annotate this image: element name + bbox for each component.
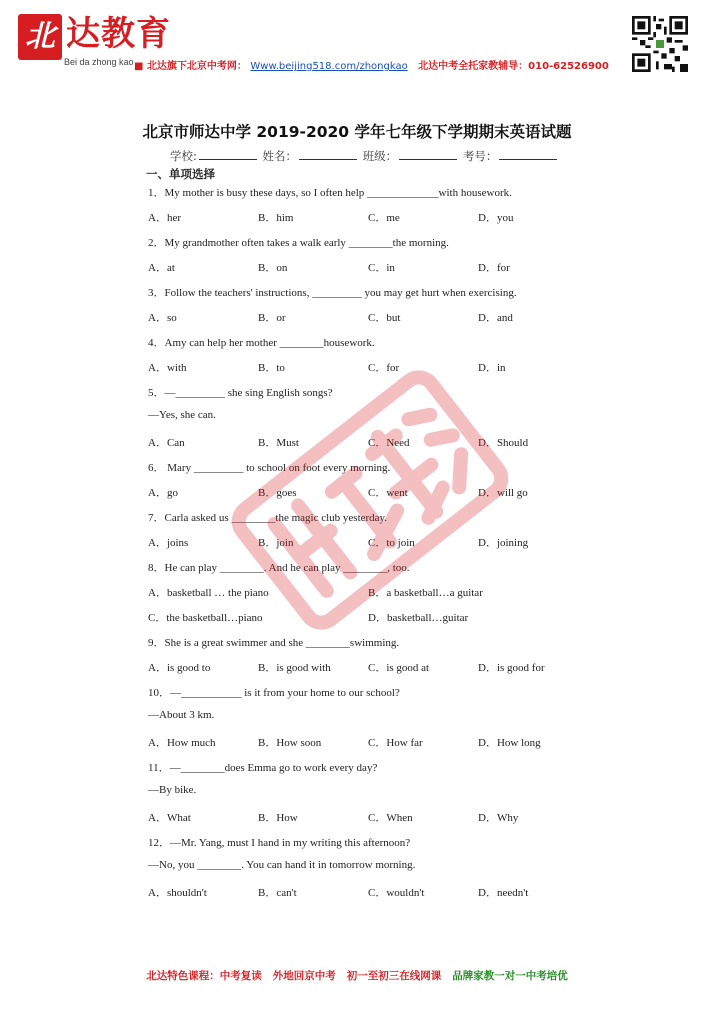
question-10-response: —About 3 km. [148,709,215,721]
footer-part-4: 品牌家教一对一中考培优 [452,970,568,982]
q4-option-c: C．for [368,362,400,374]
q7-option-d: D．joining [478,537,529,549]
q1-option-b: B．him [258,212,294,224]
q6-option-a: A．go [148,487,178,499]
question-11-response: —By bike. [148,784,197,796]
q8-option-d: D．basketball…guitar [368,612,469,624]
q8-option-b: B．a basketball…a guitar [368,587,483,599]
q4-option-b: B．to [258,362,285,374]
q2-option-d: D．for [478,262,510,274]
q1-option-d: D．you [478,212,514,224]
question-10: 10．—___________ is it from your home to our school? [148,687,400,699]
q10-option-d: D．How long [478,737,541,749]
qr-code-icon [632,16,688,72]
tagline-suffix: 北达中考全托家教辅导：010-62526900 [418,61,609,72]
website-link[interactable]: Www.beijing518.com/zhongkao [250,61,408,72]
student-info-line [170,148,559,164]
q2-option-b: B．on [258,262,288,274]
q3-option-b: B．or [258,312,286,324]
q5-option-b: B．Must [258,437,299,449]
question-2: 2．My grandmother often takes a walk early ________the morning. [148,237,449,249]
question-4: 4．Amy can help her mother ________housework. [148,337,375,349]
q12-option-a: A．shouldn't [148,887,207,899]
q4-option-d: D．in [478,362,506,374]
footer-part-3: 初一至初三在线网课 [346,970,442,982]
q9-option-c: C．is good at [368,662,430,674]
logo-seal-char: 北 [25,19,55,54]
logo-seal [18,14,62,60]
q1-option-a: A．her [148,212,181,224]
question-9: 9．She is a great swimmer and she ________swimming. [148,637,400,649]
q10-option-a: A．How much [148,737,216,749]
q7-option-c: C．to join [368,537,415,549]
question-12: 12．—Mr. Yang, must I hand in my writing this afternoon? [148,837,411,849]
school-blank [199,149,257,160]
exam-no-label: 考号： [462,149,498,163]
q10-option-b: B．How soon [258,737,322,749]
q4-option-a: A．with [148,362,187,374]
q6-option-b: B．goes [258,487,297,499]
q2-option-c: C．in [368,262,395,274]
q9-option-d: D．is good for [478,662,545,674]
q3-option-d: D．and [478,312,513,324]
q11-option-c: C．When [368,812,413,824]
tagline-prefix: 北达旗下北京中考网： [146,61,247,72]
name-blank [299,149,357,160]
q5-option-c: C．Need [368,437,410,449]
logo-text: 达教育 [66,14,171,54]
footer-part-2: 外地回京中考 [272,970,336,982]
question-8: 8．He can play ________. And he can play ________, too. [148,562,410,574]
q11-option-d: D．Why [478,812,519,824]
q9-option-a: A．is good to [148,662,211,674]
q8-option-a: A．basketball … the piano [148,587,269,599]
q8-option-c: C．the basketball…piano [148,612,263,624]
question-6: 6． Mary _________ to school on foot every morning. [148,462,391,474]
footer-part-1: 北达特色课程：中考复读 [146,970,262,982]
school-label: 学校: [170,149,197,163]
footer-ad [0,968,714,983]
question-11: 11．—________does Emma go to work every day? [148,762,378,774]
question-3: 3．Follow the teachers' instructions, _________ you may get hurt when exercising. [148,287,517,299]
q6-option-c: C．went [368,487,408,499]
exam-no-blank [499,149,557,160]
page-title: 北京市师达中学 2019-2020 学年七年级下学期期末英语试题 [142,123,572,141]
q7-option-b: B．join [258,537,294,549]
question-1: 1．My mother is busy these days, so I often help _____________with housework. [148,187,512,199]
q3-option-c: C．but [368,312,401,324]
question-5: 5．—_________ she sing English songs? [148,387,333,399]
q2-option-a: A．at [148,262,175,274]
q12-option-b: B．can't [258,887,297,899]
q12-option-c: C．wouldn't [368,887,425,899]
name-label: 姓名： [262,149,298,163]
q7-option-a: A．joins [148,537,189,549]
question-7: 7．Carla asked us ________the magic club yesterday. [148,512,388,524]
q12-option-d: D．needn't [478,887,529,899]
header-tagline [134,57,609,72]
q10-option-c: C．How far [368,737,423,749]
logo-pinyin: Bei da zhong kao [64,57,134,67]
q3-option-a: A．so [148,312,177,324]
q6-option-d: D．will go [478,487,528,499]
q1-option-c: C．me [368,212,400,224]
q11-option-a: A．What [148,812,191,824]
section-heading: 一、单项选择 [146,167,215,181]
class-blank [399,149,457,160]
q5-option-a: A．Can [148,437,185,449]
q5-option-d: D．Should [478,437,529,449]
class-label: 班级： [362,149,398,163]
q11-option-b: B．How [258,812,298,824]
question-5-response: —Yes, she can. [148,409,216,421]
bullet-square-icon: ■ [134,61,144,72]
q9-option-b: B．is good with [258,662,331,674]
question-12-response: —No, you ________. You can hand it in tomorrow morning. [148,859,416,871]
